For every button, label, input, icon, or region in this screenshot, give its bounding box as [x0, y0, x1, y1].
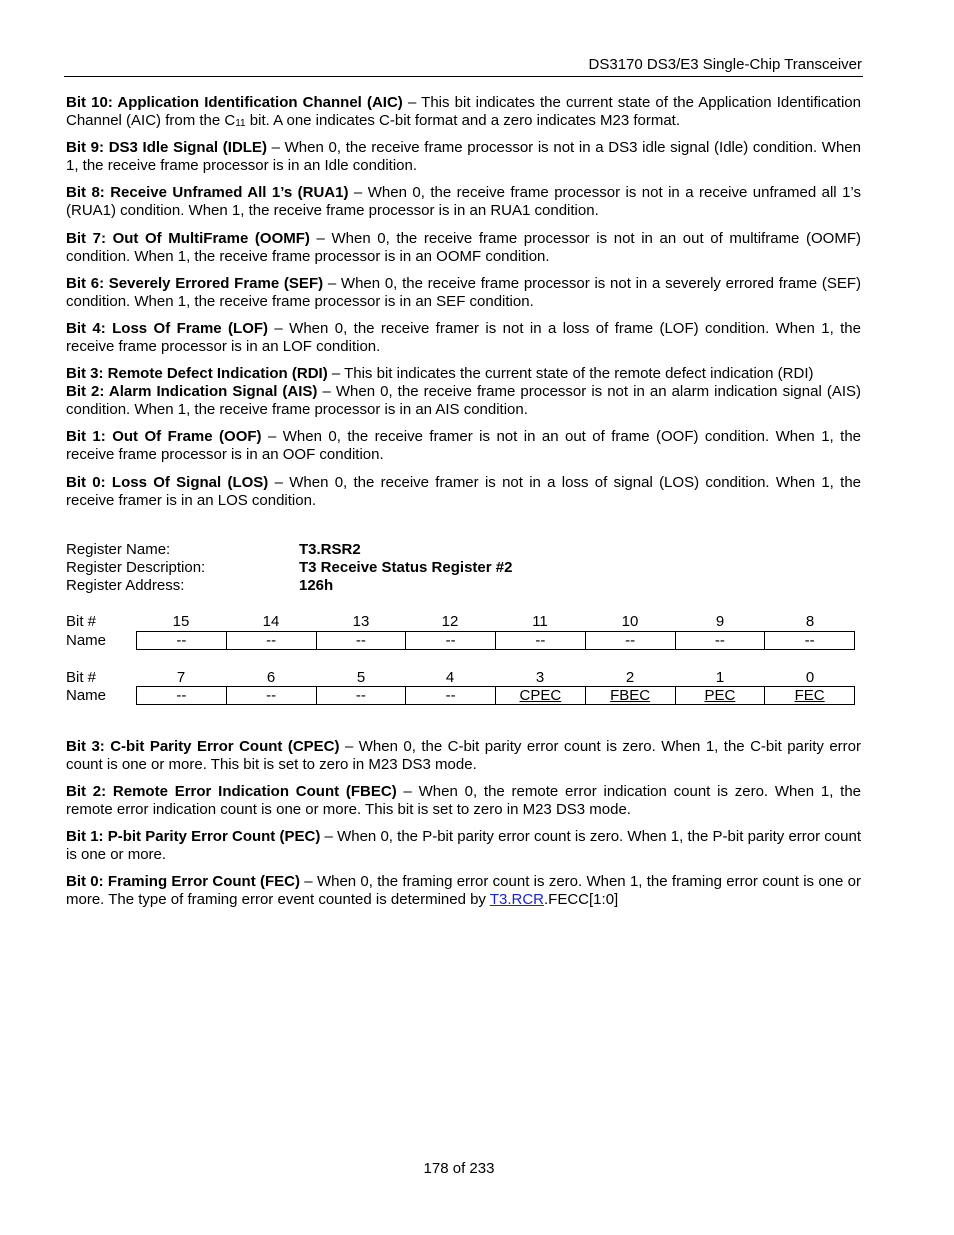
- bit-title: Bit 7: Out Of MultiFrame (OOMF): [66, 230, 310, 247]
- bit-name-fbec: FBEC: [610, 687, 651, 704]
- paragraph-bit9-idle: [66, 139, 861, 175]
- bit-name-cell-fbec: [585, 687, 675, 705]
- bit-number: 11: [532, 613, 548, 630]
- subscript: 11: [235, 118, 246, 129]
- bit-title: Bit 3: C-bit Parity Error Count (CPEC): [66, 738, 340, 755]
- bit-description: – When 0, the receive framer is not in a loss of signal (LOS) condition. When 1, the receive framer is in an LOS condition.: [66, 474, 861, 509]
- bit-name-cell: --: [226, 687, 316, 705]
- bit-name-fec: FEC: [794, 687, 825, 704]
- bit-name-cpec: CPEC: [519, 687, 562, 704]
- bit-title: Bit 8: Receive Unframed All 1’s (RUA1): [66, 184, 349, 201]
- register-description-label: Register Description:: [66, 559, 206, 576]
- bit-title: Bit 4: Loss Of Frame (LOF): [66, 320, 269, 337]
- bit-title: Bit 1: P-bit Parity Error Count (PEC): [66, 828, 321, 845]
- bit-description-cont: .FECC[1:0]: [544, 891, 619, 908]
- bit-name-cell: --: [585, 632, 675, 650]
- bit-number-label: Bit #: [66, 669, 97, 686]
- bit-number: 5: [356, 669, 366, 686]
- paragraph-bit0-los: [66, 474, 861, 510]
- bit-title-ais: Bit 2: Alarm Indication Signal (AIS): [66, 383, 318, 400]
- document-header: DS3170 DS3/E3 Single-Chip Transceiver: [588, 56, 862, 73]
- paragraph-bit0-fec: [66, 873, 861, 909]
- page-number: 178 of 233: [423, 1160, 495, 1177]
- bit-description: – When 0, the P-bit parity error count is zero. When 1, the P-bit parity error count is one or more.: [66, 828, 862, 863]
- paragraph-bit3-rdi: [66, 365, 861, 419]
- bit-number: 7: [176, 669, 186, 686]
- bit-number: 6: [266, 669, 276, 686]
- paragraph-bit10-aic: [66, 94, 861, 130]
- bit-number: 1: [715, 669, 725, 686]
- bit-name-cell: --: [137, 687, 227, 705]
- bit-number: 3: [535, 669, 545, 686]
- bit-description: – When 0, the receive frame processor is not in a severely errored frame (SEF) condition. When 1, the receive frame processor is in an SEF condition.: [66, 275, 862, 310]
- bit-title: Bit 10: Application Identification Channel (AIC): [66, 94, 403, 111]
- bit-description: – When 0, the C-bit parity error count is zero. When 1, the C-bit parity error count is one or more. This bit is set to zero in M23 DS3 mode.: [66, 738, 861, 773]
- bit-description: – When 0, the receive frame processor is not in an out of multiframe (OOMF) condition. When 1, the receive frame processor is in an OOMF condition.: [66, 230, 862, 265]
- bit-description: – This bit indicates the current state of the Application Identification Channel (AIC) from the C: [66, 94, 861, 129]
- bit-name-cell: --: [406, 687, 496, 705]
- bit-number: 10: [621, 613, 639, 630]
- bit-name-cell-cpec: [496, 687, 586, 705]
- bit-name-cell-pec: [675, 687, 765, 705]
- bit-description: – This bit indicates the current state of the remote defect indication (RDI): [327, 365, 814, 382]
- bit-name-cell-fec: [765, 687, 855, 705]
- paragraph-bit2-fbec: [66, 783, 861, 819]
- paragraph-bit1-pec: [66, 828, 861, 864]
- bit-name-cell: --: [496, 632, 586, 650]
- bit-name-cell: --: [137, 632, 227, 650]
- bit-number: 13: [352, 613, 370, 630]
- bit-description: – When 0, the receive framer is not in an out of frame (OOF) condition. When 1, the receive frame processor is in an OOF condition.: [66, 428, 861, 463]
- bit-number: 15: [172, 613, 190, 630]
- register-name-row: [66, 541, 666, 559]
- bit-description-ais: – When 0, the receive frame processor is not in an alarm indication signal (AIS) condition. When 1, the receive frame processor is in an AIS condition.: [66, 383, 862, 418]
- bit-description: – When 0, the receive frame processor is not in a receive unframed all 1’s (RUA1) condition. When 1, the receive frame processor is in an RUA1 condition.: [66, 184, 861, 219]
- bit-description: – When 0, the framing error count is zero. When 1, the framing error count is one or more. The type of framing error event counted is determined by: [66, 873, 861, 908]
- register-description-value: T3 Receive Status Register #2: [299, 559, 513, 576]
- paragraph-bit4-lof: [66, 320, 861, 356]
- bit-name-cell: --: [316, 632, 406, 650]
- table-row: [137, 632, 855, 650]
- bit-description: – When 0, the remote error indication count is zero. When 1, the remote error indication count is one or more. This bit is set to zero in M23 DS3 mode.: [66, 783, 862, 818]
- header-divider: [64, 76, 863, 77]
- bit-name-label: Name: [66, 632, 107, 649]
- bit-number: 8: [805, 613, 815, 630]
- bit-name-cell: --: [316, 687, 406, 705]
- bit-title: Bit 0: Framing Error Count (FEC): [66, 873, 300, 890]
- bit-number: 2: [625, 669, 635, 686]
- bit-number: 4: [445, 669, 455, 686]
- bit-title: Bit 1: Out Of Frame (OOF): [66, 428, 262, 445]
- table-row: [137, 687, 855, 705]
- paragraph-bit8-rua1: [66, 184, 861, 220]
- paragraph-bit1-oof: [66, 428, 861, 464]
- bit-number: 0: [805, 669, 815, 686]
- bit-number: 14: [262, 613, 280, 630]
- register-description-row: [66, 559, 666, 577]
- bit-name-cell: --: [226, 632, 316, 650]
- bit-title: Bit 3: Remote Defect Indication (RDI): [66, 365, 328, 382]
- bit-name-pec: PEC: [704, 687, 736, 704]
- register-address-row: [66, 577, 666, 595]
- register-address-label: Register Address:: [66, 577, 185, 594]
- register-name-value: T3.RSR2: [299, 541, 361, 558]
- bit-title: Bit 9: DS3 Idle Signal (IDLE): [66, 139, 267, 156]
- bit-name-label: Name: [66, 687, 107, 704]
- bit-number-label: Bit #: [66, 613, 97, 630]
- bit-name-table-lower: [136, 686, 855, 705]
- register-name-label: Register Name:: [66, 541, 171, 558]
- register-address-value: 126h: [299, 577, 334, 594]
- bit-title: Bit 6: Severely Errored Frame (SEF): [66, 275, 324, 292]
- paragraph-bit6-sef: [66, 275, 861, 311]
- paragraph-bit3-cpec: [66, 738, 861, 774]
- bit-name-table-upper: [136, 631, 855, 650]
- bit-description-cont: bit. A one indicates C-bit format and a zero indicates M23 format.: [245, 112, 681, 129]
- paragraph-bit7-oomf: [66, 230, 861, 266]
- bit-title: Bit 2: Remote Error Indication Count (FBEC): [66, 783, 397, 800]
- register-info: [66, 541, 666, 595]
- bit-name-cell: --: [406, 632, 496, 650]
- bit-name-cell: --: [675, 632, 765, 650]
- bit-description: – When 0, the receive framer is not in a loss of frame (LOF) condition. When 1, the receive frame processor is in an LOF condition.: [66, 320, 861, 355]
- bit-title: Bit 0: Loss Of Signal (LOS): [66, 474, 269, 491]
- t3-rcr-link[interactable]: T3.RCR: [489, 891, 545, 908]
- bit-number: 12: [441, 613, 459, 630]
- bit-number: 9: [715, 613, 725, 630]
- bit-name-cell: --: [765, 632, 855, 650]
- bit-description: – When 0, the receive frame processor is not in a DS3 idle signal (Idle) condition. When 1, the receive frame processor is in an Idle condition.: [66, 139, 861, 174]
